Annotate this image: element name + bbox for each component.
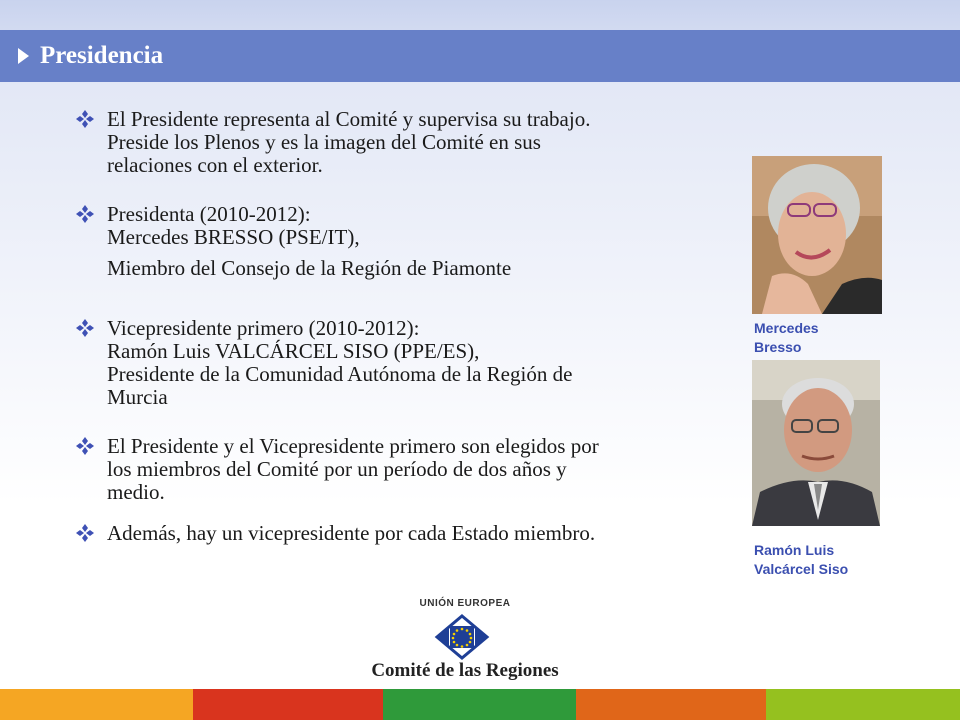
bullet-line: El Presidente representa al Comité y supervisa su trabajo. <box>107 107 591 131</box>
logo-top-text: UNIÓN EUROPEA <box>419 598 511 609</box>
portrait-image <box>752 360 880 526</box>
logo-bottom-text: Comité de las Regiones <box>371 660 559 681</box>
portrait-photo-valcarcel <box>752 360 880 526</box>
caption-line: Ramón Luis <box>754 542 835 558</box>
caption-line: Valcárcel Siso <box>754 561 849 577</box>
triangle-right-icon <box>18 48 29 64</box>
bullet-line: relaciones con el exterior. <box>107 153 323 177</box>
footer-stripe <box>576 689 766 720</box>
bullet-line: Murcia <box>107 385 168 409</box>
eu-emblem-icon <box>433 614 491 660</box>
bullet-line: El Presidente y el Vicepresidente primero son elegidos por <box>107 434 599 458</box>
title-bar <box>0 30 960 82</box>
bullet-line: Presidente de la Comunidad Autónoma de la Región de <box>107 362 573 386</box>
bullet-item <box>76 522 716 545</box>
bullet-line: Además, hay un vicepresidente por cada Estado miembro. <box>107 521 596 545</box>
footer-stripe <box>383 689 576 720</box>
four-diamond-bullet-icon <box>76 110 94 128</box>
bullet-line: Preside los Plenos y es la imagen del Comité en sus <box>107 130 541 154</box>
four-diamond-bullet-icon <box>76 524 94 542</box>
four-diamond-bullet-icon <box>76 205 94 223</box>
slide-title: Presidencia <box>40 42 164 69</box>
footer-stripes <box>0 689 960 720</box>
bullet-line: medio. <box>107 480 165 504</box>
photo-caption-valcarcel <box>754 541 848 579</box>
bullet-line: Vicepresidente primero (2010-2012): <box>107 316 420 340</box>
bullet-continuation: Miembro del Consejo de la Región de Piamonte <box>107 256 512 280</box>
four-diamond-bullet-icon <box>76 319 94 337</box>
bullet-item <box>76 203 716 249</box>
bullet-item <box>76 435 716 504</box>
bullet-line: los miembros del Comité por un período de dos años y <box>107 457 567 481</box>
caption-line: Mercedes <box>754 320 819 336</box>
portrait-image <box>752 156 882 314</box>
bullet-list <box>76 108 716 545</box>
bullet-line: Mercedes BRESSO (PSE/IT), <box>107 225 360 249</box>
bullet-line: Ramón Luis VALCÁRCEL SISO (PPE/ES), <box>107 339 480 363</box>
bullet-item <box>76 317 716 409</box>
footer-stripe <box>766 689 960 720</box>
caption-line: Bresso <box>754 339 802 355</box>
footer-stripe <box>193 689 383 720</box>
cor-logo <box>365 598 565 686</box>
four-diamond-bullet-icon <box>76 437 94 455</box>
footer-stripe <box>0 689 193 720</box>
bullet-item <box>76 108 716 177</box>
portrait-photo-bresso <box>752 156 882 314</box>
bullet-line: Presidenta (2010-2012): <box>107 202 311 226</box>
photo-caption-bresso <box>754 319 819 357</box>
